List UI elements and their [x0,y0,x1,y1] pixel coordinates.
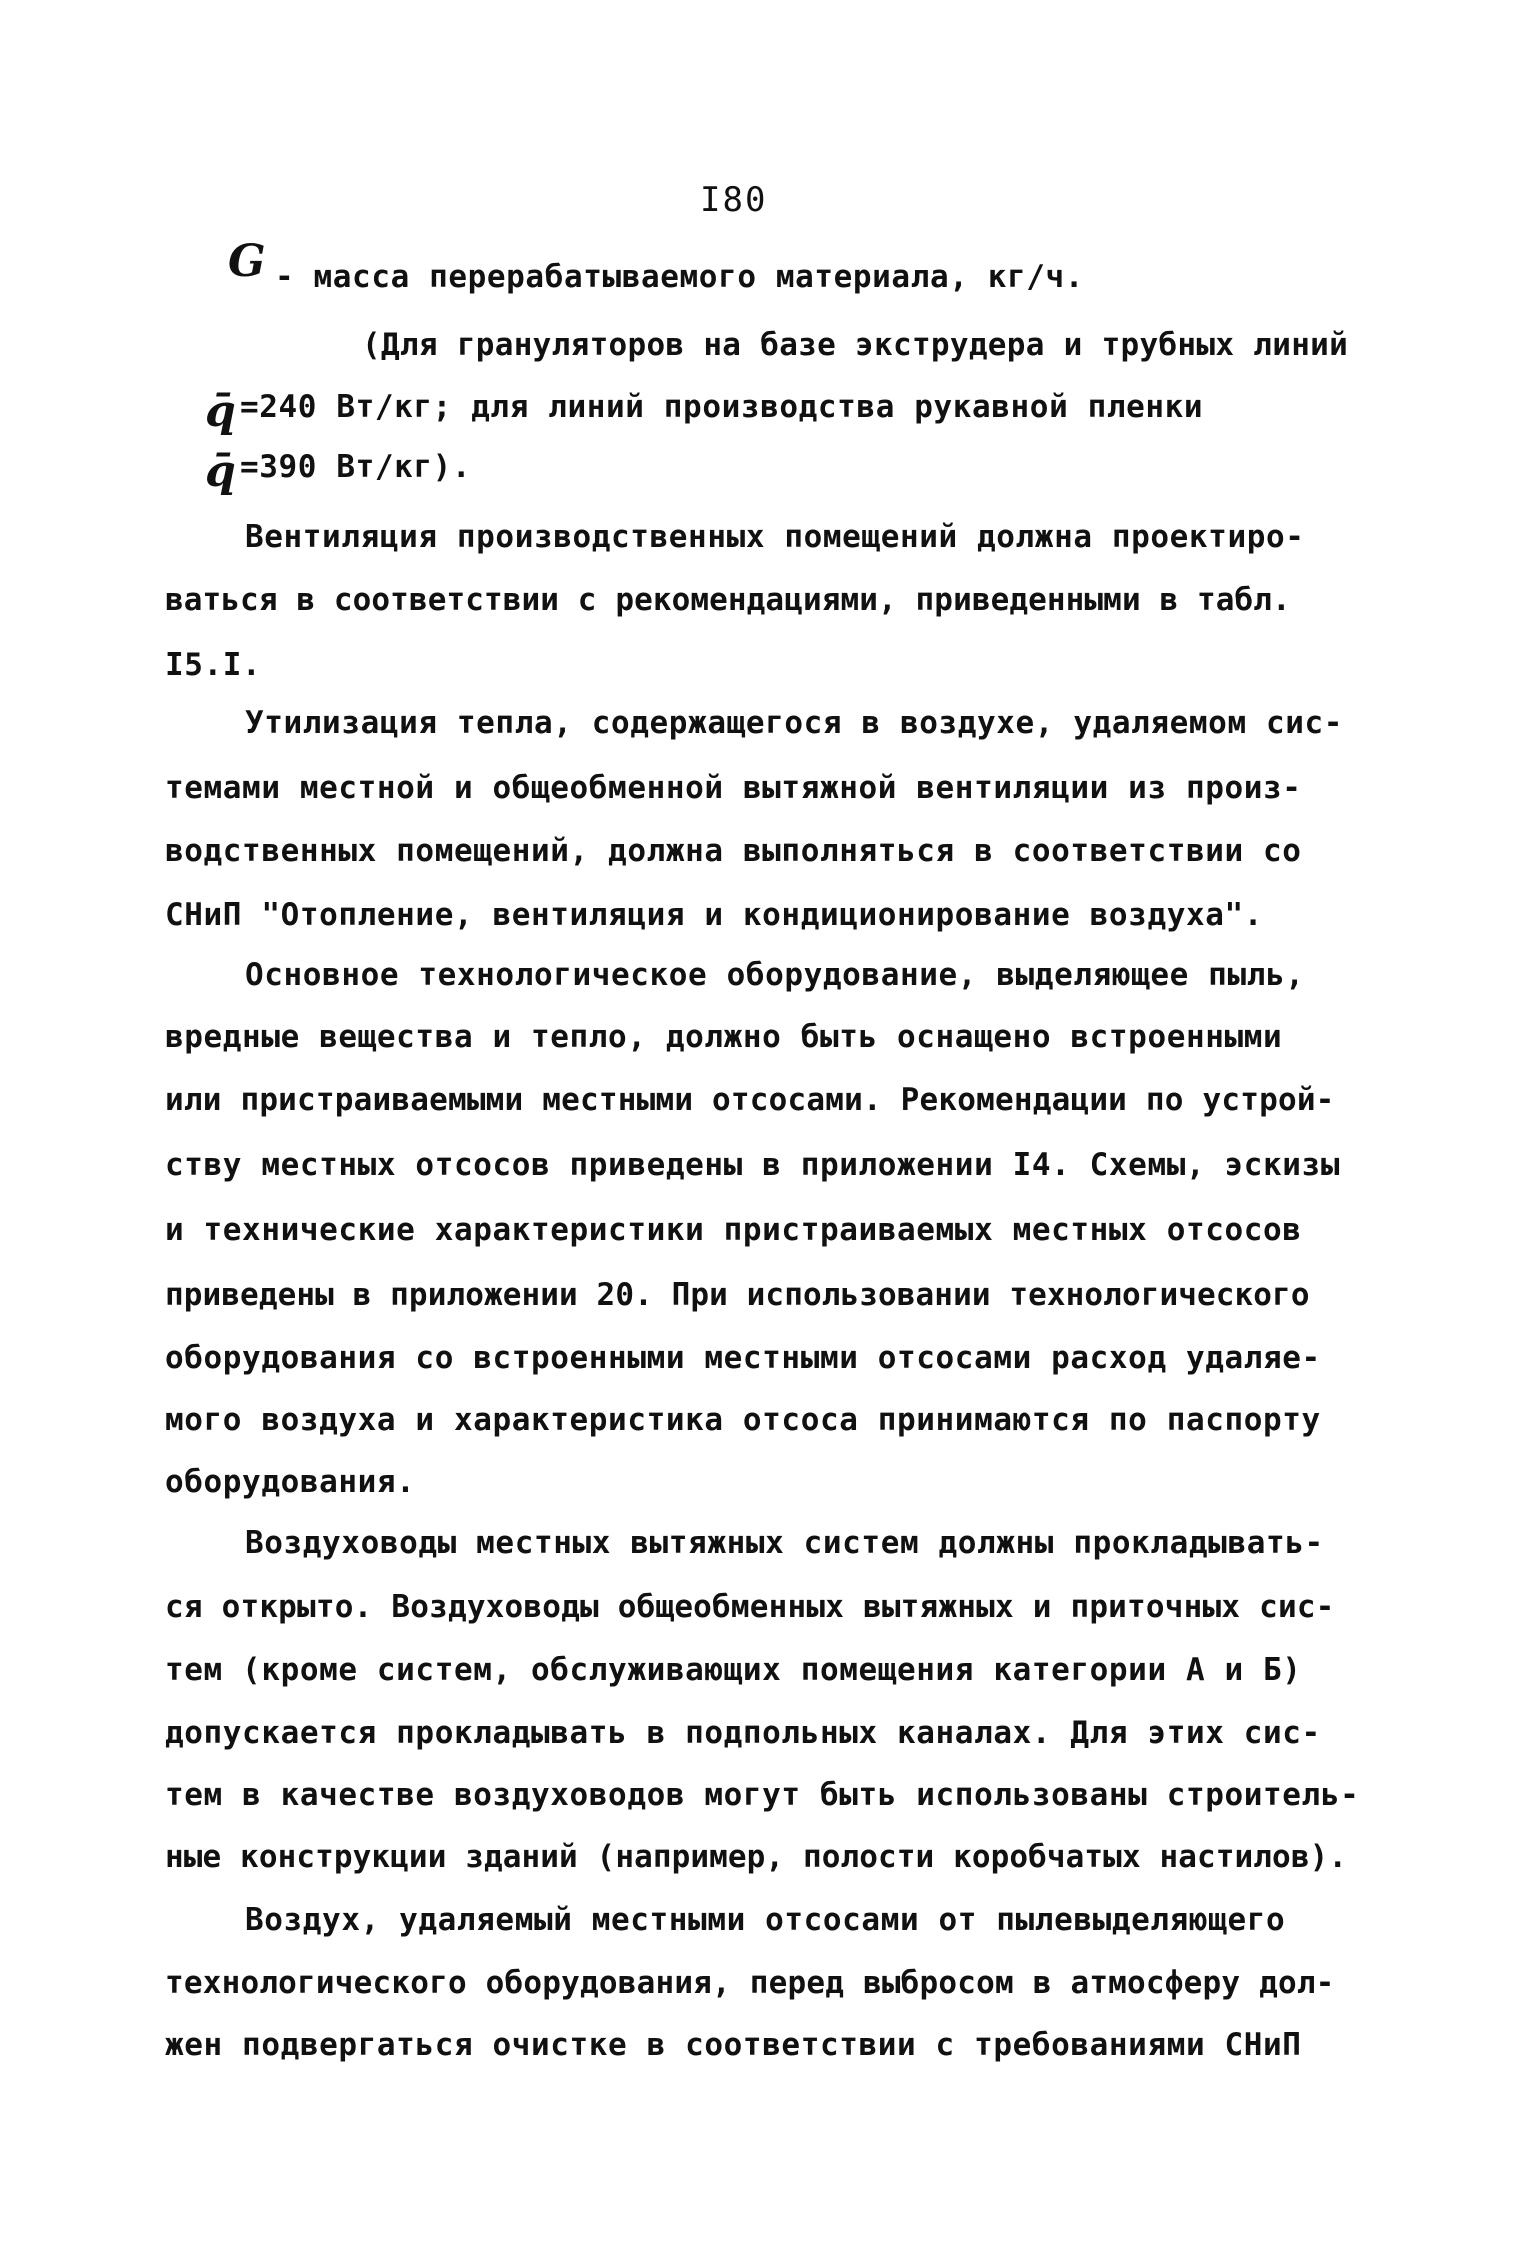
text-line-20: оборудования. [165,1464,416,1500]
text-line-8: Утилизация тепла, содержащегося в воздухе, удаляемом сис- [245,705,1344,741]
text-line-15: ству местных отсосов приведены в приложении I4. Схемы, эскизы [165,1147,1341,1183]
handwritten-symbol-g: G [228,236,266,287]
text-line-14: или пристраиваемыми местными отсосами. Рекомендации по устрой- [165,1082,1335,1118]
text-line-25: тем в качестве воздуховодов могут быть использованы строитель- [165,1777,1360,1813]
text-line-22: ся открыто. Воздуховоды общеобменных вытяжных и приточных сис- [165,1589,1335,1625]
text-line-1: - масса перерабатываемого материала, кг/ч. [275,259,1085,295]
text-line-23: тем (кроме систем, обслуживающих помещения категории А и Б) [165,1652,1302,1688]
text-line-18: оборудования со встроенными местными отсосами расход удаляе- [165,1340,1321,1376]
page-number: I80 [700,180,768,220]
text-line-28: технологического оборудования, перед выбросом в атмосферу дол- [165,1965,1335,2001]
text-line-9: темами местной и общеобменной вытяжной вентиляции из произ- [165,770,1302,806]
handwritten-symbol-q-1: q̄ [205,386,236,437]
text-line-6: ваться в соответствии с рекомендациями, приведенными в табл. [165,582,1291,618]
text-line-13: вредные вещества и тепло, должно быть оснащено встроенными [165,1019,1283,1055]
text-line-27: Воздух, удаляемый местными отсосами от пылевыделяющего [245,1902,1286,1938]
text-line-2: (Для грануляторов на базе экструдера и трубных линий [362,327,1349,363]
text-line-4: =390 Вт/кг). [240,449,472,485]
text-line-12: Основное технологическое оборудование, выделяющее пыль, [245,957,1305,993]
text-line-5: Вентиляция производственных помещений должна проектиро- [245,519,1305,555]
text-line-7: I5.I. [165,647,262,683]
text-line-19: мого воздуха и характеристика отсоса принимаются по паспорту [165,1402,1321,1438]
text-line-26: ные конструкции зданий (например, полости коробчатых настилов). [165,1839,1348,1875]
text-line-3: =240 Вт/кг; для линий производства рукавной пленки [240,389,1204,425]
text-line-24: допускается прокладывать в подпольных каналах. Для этих сис- [165,1715,1321,1751]
text-line-10: водственных помещений, должна выполняться в соответствии со [165,833,1302,869]
handwritten-symbol-q-2: q̄ [205,446,236,497]
text-line-11: СНиП "Отопление, вентиляция и кондиционирование воздуха". [165,897,1264,933]
text-line-17: приведены в приложении 20. При использовании технологического [165,1277,1310,1313]
text-line-21: Воздуховоды местных вытяжных систем должны прокладывать- [245,1525,1324,1561]
text-line-29: жен подвергаться очистке в соответствии с требованиями СНиП [165,2027,1302,2063]
text-line-16: и технические характеристики пристраиваемых местных отсосов [165,1212,1302,1248]
